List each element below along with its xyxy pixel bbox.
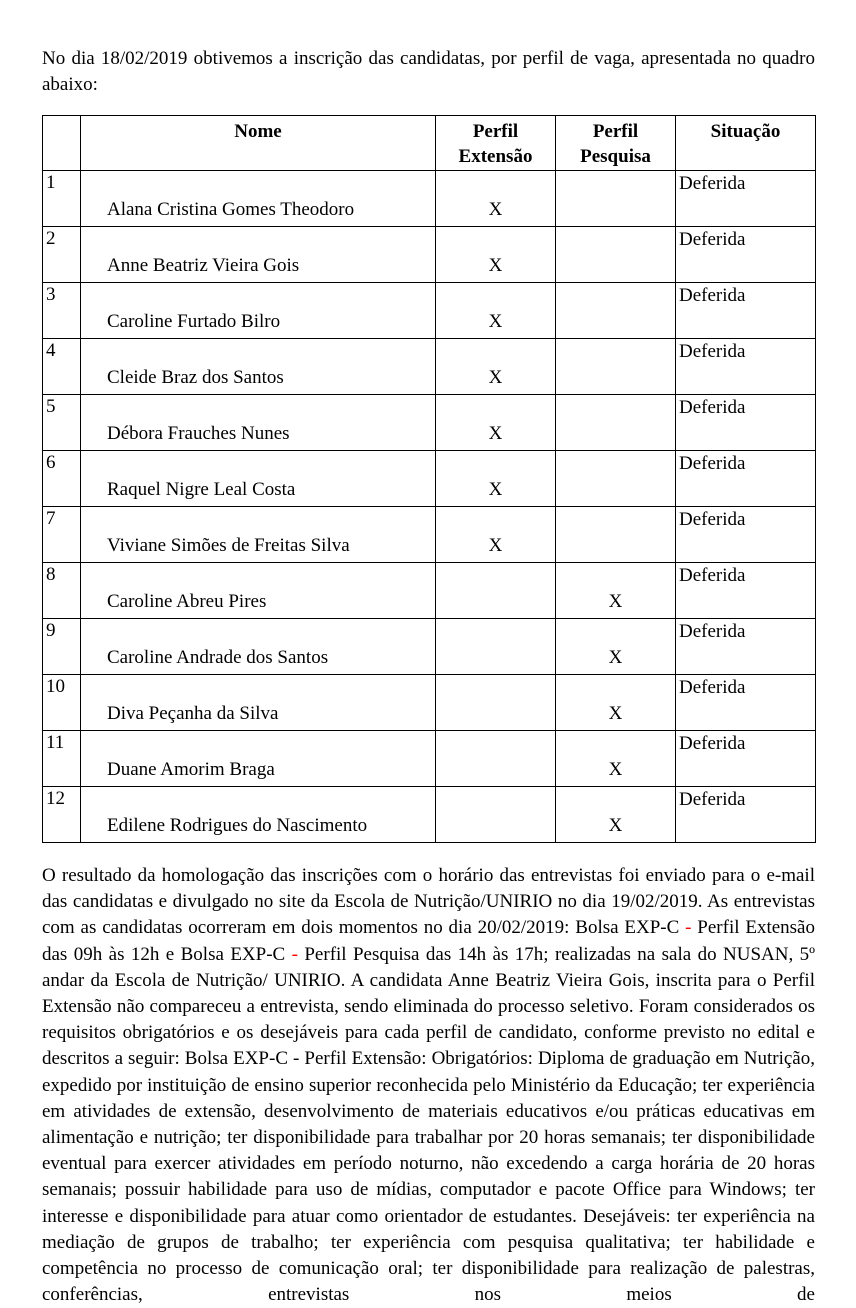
candidate-name-cell: Débora Frauches Nunes <box>81 395 436 451</box>
perfil-extensao-cell <box>436 619 556 675</box>
body-text-segment: Perfil Extensão das 09h às 12h e Bolsa EXP-C <box>42 917 815 965</box>
header-perfil-extensao: Perfil Extensão <box>436 116 556 171</box>
perfil-pesquisa-cell <box>556 171 676 227</box>
perfil-extensao-cell: X <box>436 227 556 283</box>
perfil-pesquisa-cell <box>556 283 676 339</box>
candidate-name-cell: Viviane Simões de Freitas Silva <box>81 507 436 563</box>
body-text-segment: Perfil Pesquisa das 14h às 17h; realizadas na sala do NUSAN, 5º andar da Escola de Nutrição/ UNIRIO. A candidata Anne Beatriz Vieira Gois, inscrita para o Perfil Extensão não compareceu a entrevista, sendo eliminada do processo seletivo. Foram considerados os requisitos obrigatórios e os desejáveis para cada perfil de candidato, conforme previsto no edital e descritos a seguir: Bolsa EXP-C - Perfil Extensão: Obrigatórios: Diploma de graduação em Nutrição, expedido por instituição de ensino superior reconhecida pelo Ministério da Educação; ter experiência em atividades de extensão, desenvolvimento de materiais educativos e/ou práticas educativas em alimentação e nutrição; ter disponibilidade para trabalhar por 20 horas semanais; ter disponibilidade eventual para exercer atividades em período noturno, não excedendo a carga horária de 20 horas semanais; possuir habilidade para uso de mídias, computador e pacote Office para Windows; ter interesse e disponibilidade para atuar como orientador de estudantes. Desejáveis: ter experiência na mediação de grupos de trabalho; ter experiência com pesquisa qualitativa; ter habilidade e competência no processo de comunicação oral; ter disponibilidade para realização de palestras, conferências, entrevistas nos meios de <box>42 943 816 1306</box>
perfil-extensao-cell <box>436 563 556 619</box>
perfil-pesquisa-cell <box>556 339 676 395</box>
body-paragraph <box>42 863 815 1308</box>
intro-paragraph: No dia 18/02/2019 obtivemos a inscrição das candidatas, por perfil de vaga, apresentada no quadro abaixo: <box>42 48 815 95</box>
candidate-name-cell: Alana Cristina Gomes Theodoro <box>81 171 436 227</box>
situacao-cell: Deferida <box>676 619 816 675</box>
body-text-segment: O resultado da homologação das inscrições com o horário das entrevistas foi enviado para o e-mail das candidatas e divulgado no site da Escola de Nutrição/UNIRIO no dia 19/02/2019. As entrevistas com as candidatas ocorreram em dois momentos no dia 20/02/2019: Bolsa EXP-C <box>42 865 815 939</box>
candidate-name-cell: Cleide Braz dos Santos <box>81 339 436 395</box>
candidate-name-cell: Caroline Furtado Bilro <box>81 283 436 339</box>
perfil-pesquisa-cell <box>556 395 676 451</box>
table-header-row <box>43 116 816 171</box>
row-number-cell: 2 <box>43 227 81 283</box>
header-perfil-pesquisa: Perfil Pesquisa <box>556 116 676 171</box>
perfil-pesquisa-cell: X <box>556 563 676 619</box>
situacao-cell: Deferida <box>676 563 816 619</box>
table-row <box>43 731 816 787</box>
table-row <box>43 339 816 395</box>
row-number-cell: 1 <box>43 171 81 227</box>
row-number-cell: 4 <box>43 339 81 395</box>
row-number-cell: 7 <box>43 507 81 563</box>
situacao-cell: Deferida <box>676 451 816 507</box>
candidate-name-cell: Edilene Rodrigues do Nascimento <box>81 787 436 843</box>
perfil-extensao-cell <box>436 787 556 843</box>
red-hyphen: - <box>685 917 692 939</box>
row-number-cell: 5 <box>43 395 81 451</box>
table-row <box>43 563 816 619</box>
header-situacao: Situação <box>676 116 816 171</box>
table-row <box>43 227 816 283</box>
row-number-cell: 10 <box>43 675 81 731</box>
table-row <box>43 283 816 339</box>
perfil-extensao-cell: X <box>436 507 556 563</box>
perfil-extensao-cell: X <box>436 171 556 227</box>
header-number <box>43 116 81 171</box>
table-row <box>43 787 816 843</box>
candidate-name-cell: Anne Beatriz Vieira Gois <box>81 227 436 283</box>
situacao-cell: Deferida <box>676 507 816 563</box>
situacao-cell: Deferida <box>676 395 816 451</box>
situacao-cell: Deferida <box>676 171 816 227</box>
row-number-cell: 8 <box>43 563 81 619</box>
perfil-pesquisa-cell <box>556 451 676 507</box>
perfil-extensao-cell: X <box>436 451 556 507</box>
row-number-cell: 11 <box>43 731 81 787</box>
perfil-pesquisa-cell: X <box>556 619 676 675</box>
perfil-pesquisa-cell: X <box>556 731 676 787</box>
table-row <box>43 507 816 563</box>
situacao-cell: Deferida <box>676 731 816 787</box>
table-row <box>43 395 816 451</box>
candidates-table <box>42 115 816 843</box>
perfil-extensao-cell: X <box>436 395 556 451</box>
perfil-extensao-cell <box>436 731 556 787</box>
perfil-pesquisa-cell: X <box>556 675 676 731</box>
situacao-cell: Deferida <box>676 787 816 843</box>
red-hyphen: - <box>291 943 298 965</box>
situacao-cell: Deferida <box>676 675 816 731</box>
row-number-cell: 12 <box>43 787 81 843</box>
perfil-extensao-cell <box>436 675 556 731</box>
candidate-name-cell: Caroline Abreu Pires <box>81 563 436 619</box>
row-number-cell: 3 <box>43 283 81 339</box>
perfil-extensao-cell: X <box>436 339 556 395</box>
table-row <box>43 619 816 675</box>
perfil-pesquisa-cell <box>556 227 676 283</box>
table-row <box>43 675 816 731</box>
situacao-cell: Deferida <box>676 283 816 339</box>
table-row <box>43 451 816 507</box>
table-row <box>43 171 816 227</box>
header-nome: Nome <box>81 116 436 171</box>
situacao-cell: Deferida <box>676 227 816 283</box>
candidate-name-cell: Diva Peçanha da Silva <box>81 675 436 731</box>
row-number-cell: 6 <box>43 451 81 507</box>
candidate-name-cell: Duane Amorim Braga <box>81 731 436 787</box>
candidate-name-cell: Caroline Andrade dos Santos <box>81 619 436 675</box>
perfil-extensao-cell: X <box>436 283 556 339</box>
row-number-cell: 9 <box>43 619 81 675</box>
perfil-pesquisa-cell: X <box>556 787 676 843</box>
perfil-pesquisa-cell <box>556 507 676 563</box>
candidate-name-cell: Raquel Nigre Leal Costa <box>81 451 436 507</box>
situacao-cell: Deferida <box>676 339 816 395</box>
